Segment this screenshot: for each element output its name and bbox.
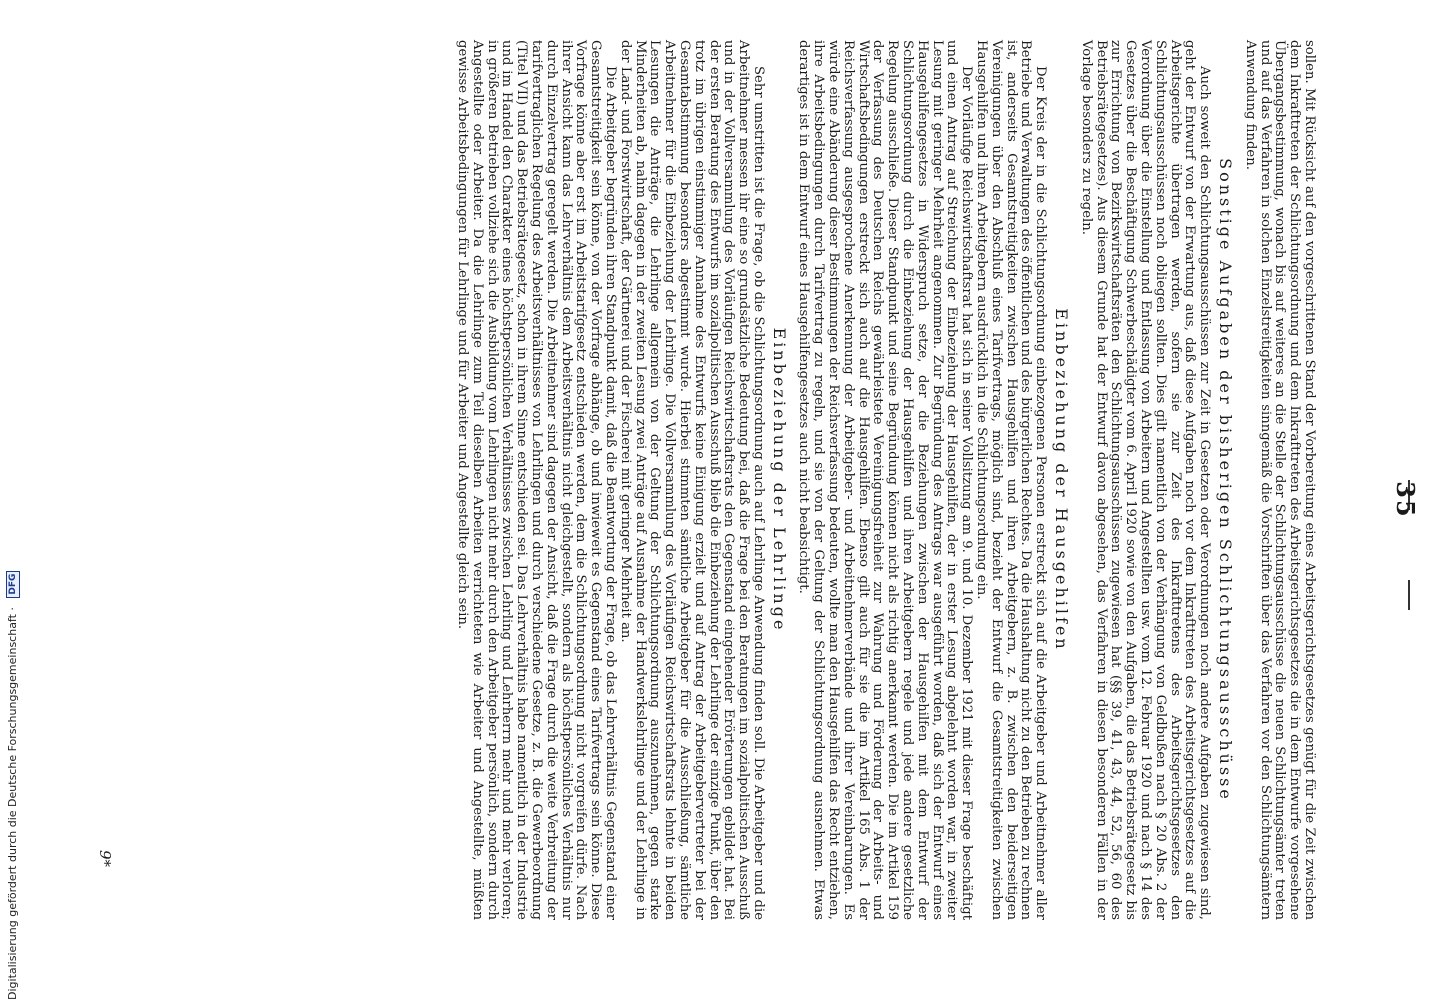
credit-text: Digitalisierung gefördert durch die Deutsche Forschungsgemeinschaft ·	[6, 607, 19, 1000]
digitization-credit	[2, 0, 24, 1000]
paragraph: Der Vorläufige Reichswirtschaftsrat hat sich in seiner Vollsitzung am 9. und 10. Dezember 1921 mit dieser Frage beschäftigt und einen Antrag auf Streichung der Einbeziehung der Hausgehilfen, der in erster Lesung abgelehnt worden war, in zweiter Lesung mit geringer Mehrheit angenommen. Zur Begründung des Antrags war ausgeführt worden, daß sich der Entwurf eines Hausgehilfengesetzes in Widerspruch setze, der die Beziehungen zwischen der Hausgehilfen mit dem Entwurf der Schlichtungsordnung durch die Einbeziehung der Hausgehilfen und ihren Arbeitgebern regele und jede andere gesetzliche Regelung ausschließe. Dieser Standpunkt und seine Begründung können nicht als richtig anerkannt werden. Die im Artikel 159 der Verfassung des Deutschen Reichs gewährleistete Vereinigungsfreiheit zur Wahrung und Förderung der Arbeits- und Wirtschaftsbedingungen erstreckt sich auch auf die Hausgehilfen. Ebenso gilt auch für sie die im Artikel 165 Abs. 1 der Reichsverfassung ausgesprochene Anerkennung der Arbeitgeber- und Arbeitnehmerverbände und ihrer Vereinbarungen. Es würde eine Abänderung dieser Bestimmungen der Reichsverfassung bedeuten, wollte man den Hausgehilfen das Recht entziehen, ihre Arbeitsbedingungen durch Tarifvertrag zu regeln, und sie von der Geltung der Schlichtungsordnung ausnehmen. Etwas derartiges ist in dem Entwurf eines Hausgehilfengesetzes auch nicht beabsichtigt.	[796, 40, 975, 920]
paragraph: sollen. Mit Rücksicht auf den vorgeschrittenen Stand der Vorbereitung eines Arbeitsgerichtsgesetzes genügt für die Zeit zwischen dem Inkrafttreten der Schlichtungsordnung und dem Inkrafttreten des Arbeitsgerichtsgesetzes die in dem Entwurfe vorgesehene Übergangsbestimmung, wonach bis auf weiteres an die Stelle der Schlichtungsausschüsse die neuen Schlichtungsämter treten und auf das Verfahren in solchen Einzelstreitigkeiten sinngemäß die Vorschriften über das Verfahren vor den Schlichtungsämtern Anwendung finden.	[1242, 40, 1317, 920]
dfg-logo-icon: DFG	[6, 571, 20, 598]
paragraph: Der Kreis der in die Schlichtungsordnung einbezogenen Personen erstreckt sich auf die Arbeitgeber und Arbeitnehmer aller Betriebe und Verwaltungen des öffentlichen und des bürgerlichen Rechtes. Da die Haushaltung nicht zu den Betrieben zu rechnen ist, anderseits Gesamtstreitigkeiten zwischen Hausgehilfen und ihren Arbeitgebern, z. B. zwischen den beiderseitigen Vereinigungen über den Abschluß eines Tarifvertrags, möglich sind, bezieht der Entwurf die Gesamtstreitigkeiten zwischen Hausgehilfen und ihren Arbeitgebern ausdrücklich in die Schlichtungsordnung ein.	[974, 40, 1049, 920]
body-text	[454, 40, 1316, 920]
page-number: 35	[1391, 481, 1420, 519]
signature-mark: 9*	[96, 850, 114, 868]
section-heading: Einbeziehung der Lehrlinge	[769, 327, 789, 633]
header-dash-right	[1408, 580, 1410, 610]
paragraph: Auch soweit den Schlichtungsausschüssen zur Zeit in Gesetzen oder Verordnungen noch andere Aufgaben zugewiesen sind, geht der Entwurf von der Erwartung aus, daß diese Aufgaben noch vor dem Inkrafttreten des Arbeitsgerichtsgesetzes auf die Arbeitsgerichte übertragen werden, sofern sie zur Zeit des Inkrafttretens des Arbeitsgerichtsgesetzes den Schlichtungsausschüssen noch obliegen sollten. Dies gilt namentlich von der Verhängung von Geldbußen nach § 20 Abs. 2 der Verordnung über die Einstellung und Entlassung von Arbeitern und Angestellten usw. vom 12. Februar 1920 und nach § 14 des Gesetzes über die Beschäftigung Schwerbeschädigter vom 6. April 1920 sowie von den Aufgaben, die das Betriebsrätegesetz bis zur Errichtung von Bezirkswirtschaftsräten den Schlichtungsausschüssen zugewiesen hat (§§ 39, 41, 43, 44, 52, 56, 60 des Betriebsrätegesetzes). Aus diesem Grunde hat der Entwurf davon abgesehen, das Verfahren in diesen besonderen Fällen in der Vorlage besonders zu regeln.	[1078, 40, 1213, 920]
paragraph: Sehr umstritten ist die Frage, ob die Schlichtungsordnung auch auf Lehrlinge Anwendung finden soll. Die Arbeitgeber und die Arbeitnehmer messen ihr eine so grundsätzliche Bedeutung bei, daß die Frage bei den Beratungen im sozialpolitischen Ausschuß und in der Vollversammlung des Vorläufigen Reichswirtschaftsrats den Gegenstand eingehender Erörterungen gebildet hat. Bei der ersten Beratung des Entwurfs im sozialpolitischen Ausschuß blieb die Einbeziehung der Lehrlinge der einzige Punkt, über den trotz im übrigen einstimmiger Annahme des Entwurfs keine Einigung erzielt und auf Antrag der Arbeitgebervertreter bei der Gesamtabstimmung besonders abgestimmt wurde. Hierbei stimmten sämtliche Arbeitgeber für die Ausschließung, sämtliche Arbeitnehmer für die Einbeziehung der Lehrlinge. Die Vollversammlung des Vorläufigen Reichswirtschaftsrats lehnte in beiden Lesungen die Anträge, die Lehrlinge allgemein von der Geltung der Schlichtungsordnung auszunehmen, gegen starke Minderheiten ab, nahm dagegen in der zweiten Lesung zwei Anträge auf Ausnahme der Handwerkslehrlinge und der Lehrlinge in der Land- und Forstwirtschaft, der Gärtnerei und der Fischerei mit geringer Mehrheit an.	[617, 40, 766, 920]
section-heading: Einbeziehung der Hausgehilfen	[1052, 308, 1072, 652]
paragraph: Die Arbeitgeber begründen ihren Standpunkt damit, daß die Beantwortung der Frage, ob das Lehrverhältnis Gegenstand einer Gesamtstreitigkeit sein könne, von der Vorfrage abhänge, ob und inwieweit es Gegenstand eines Tarifvertrags sein könne. Diese Vorfrage könne aber erst im Arbeitstarifgesetz entschieden werden, dem die Schlichtungsordnung nicht vorgreifen dürfe. Nach ihrer Ansicht kann das Lehrverhältnis dem Arbeitsverhältnis nicht gleichgestellt, sondern als höchstpersönliches Verhältnis nur durch Einzelvertrag geregelt werden. Die Arbeitnehmer sind dagegen der Ansicht, daß die Frage durch die weite Verbreitung der tarifvertraglichen Regelung des Arbeitsverhältnisses von Lehrlingen und durch verschiedene Gesetze, z. B. die Gewerbeordnung (Titel VII) und das Betriebsrätegesetz, schon in ihrem Sinne entschieden sei. Das Lehrverhältnis habe namentlich in der Industrie und im Handel den Charakter eines höchstpersönlichen Verhältnisses zwischen Lehrling und Lehrherrn mehr und mehr verloren; in größeren Betrieben vollziehe sich die Ausbildung vom Lehrlingen nicht mehr durch den Arbeitgeber persönlich, sondern durch Angestellte oder Arbeiter. Da die Lehrlinge zum Teil dieselben Arbeiten verrichteten wie Arbeiter und Angestellte, müßten gewisse Arbeitsbedingungen für Lehrlinge und für Arbeiter und Angestellte gleich sein.	[454, 40, 618, 920]
page-header	[1384, 40, 1424, 960]
section-heading: Sonstige Aufgaben der bisherigen Schlichtungsausschüsse	[1216, 158, 1236, 802]
